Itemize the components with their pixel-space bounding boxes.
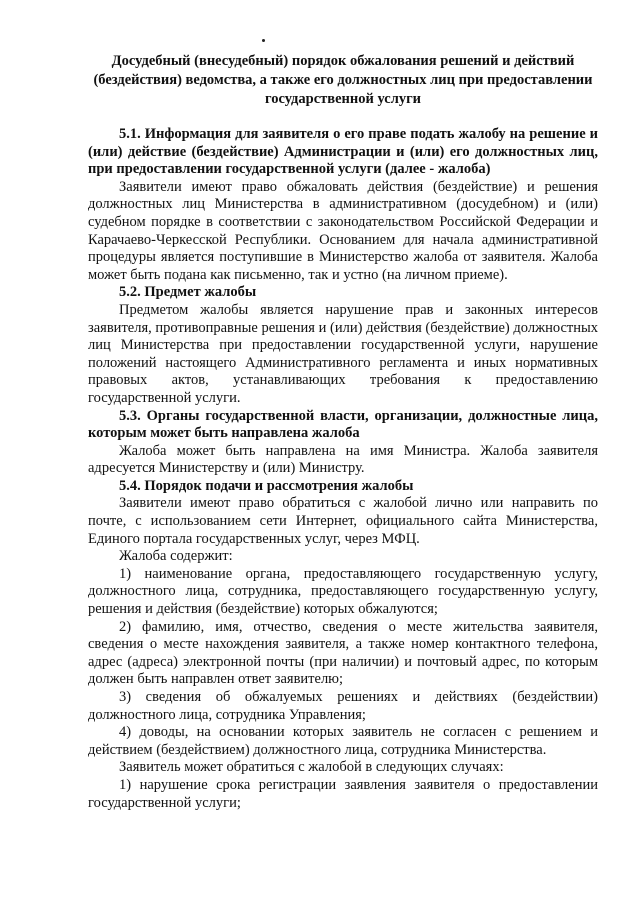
paragraph: Заявители имеют право обратиться с жалобой лично или направить по почте, с использованием сети Интернет, официального сайта Министерства, Единого портала государственных услуг, через МФЦ. bbox=[88, 495, 598, 547]
section-heading: 5.4. Порядок подачи и рассмотрения жалобы bbox=[119, 477, 414, 494]
list-item: 2) фамилию, имя, отчество, сведения о месте жительства заявителя, сведения о месте нахождения заявителя, а также номер контактного телефона, адрес (адреса) электронной почты (при наличии) и почтовый адрес, по которым должен быть направлен ответ заявителю; bbox=[88, 618, 598, 688]
document-title: Досудебный (внесудебный) порядок обжалования решений и действий (бездействия) ведомства, а также его должностных лиц при предоставлении государственной услуги bbox=[93, 53, 593, 107]
document-body bbox=[88, 126, 598, 812]
list-item: 4) доводы, на основании которых заявитель не согласен с решением и действием (бездействием) должностного лица, сотрудника Министерства. bbox=[88, 724, 598, 758]
paragraph: Предметом жалобы является нарушение прав и законных интересов заявителя, противоправные решения и (или) действия (бездействие) должностных лиц Министерства при предоставлении государственной услуги, нарушение положений настоящего Административного регламента и иных нормативных правовых актов, устанавливающих требования к предоставлению государственной услуги. bbox=[88, 301, 598, 406]
paragraph: Заявитель может обратиться с жалобой в следующих случаях: bbox=[119, 759, 504, 776]
paragraph: Заявители имеют право обжаловать действия (бездействие) и решения должностных лиц Министерства в административном (досудебном) и (или) судебном порядке в соответствии с законодательством Российской Федерации и Карачаево-Черкесской Республики. Основанием для начала административной процедуры является поступившие в Министерство жалоба от заявителя. Жалоба может быть подана как письменно, так и устно (на личном приеме). bbox=[88, 178, 598, 283]
list-item: 1) наименование органа, предоставляющего государственную услугу, должностного лица, сотрудника, предоставляющего государственную услугу, решения и действия (бездействие) которых обжалуются; bbox=[88, 565, 598, 618]
paragraph: Жалоба может быть направлена на имя Министра. Жалоба заявителя адресуется Министерству и (или) Министру. bbox=[88, 442, 598, 477]
section-heading: 5.3. Органы государственной власти, организации, должностные лица, которым может быть направлена жалоба bbox=[88, 407, 598, 442]
list-item: 1) нарушение срока регистрации заявления заявителя о предоставлении государственной услуги; bbox=[88, 776, 598, 811]
paragraph: Жалоба содержит: bbox=[119, 548, 233, 565]
list-item: 3) сведения об обжалуемых решениях и действиях (бездействии) должностного лица, сотрудника Управления; bbox=[88, 689, 598, 723]
scan-dot bbox=[262, 39, 265, 42]
section-heading: 5.1. Информация для заявителя о его праве подать жалобу на решение и (или) действие (бездействие) Администрации и (или) его должностных лиц, при предоставлении государственной услуги (далее - жалоба) bbox=[88, 126, 598, 178]
section-heading: 5.2. Предмет жалобы bbox=[119, 284, 257, 301]
